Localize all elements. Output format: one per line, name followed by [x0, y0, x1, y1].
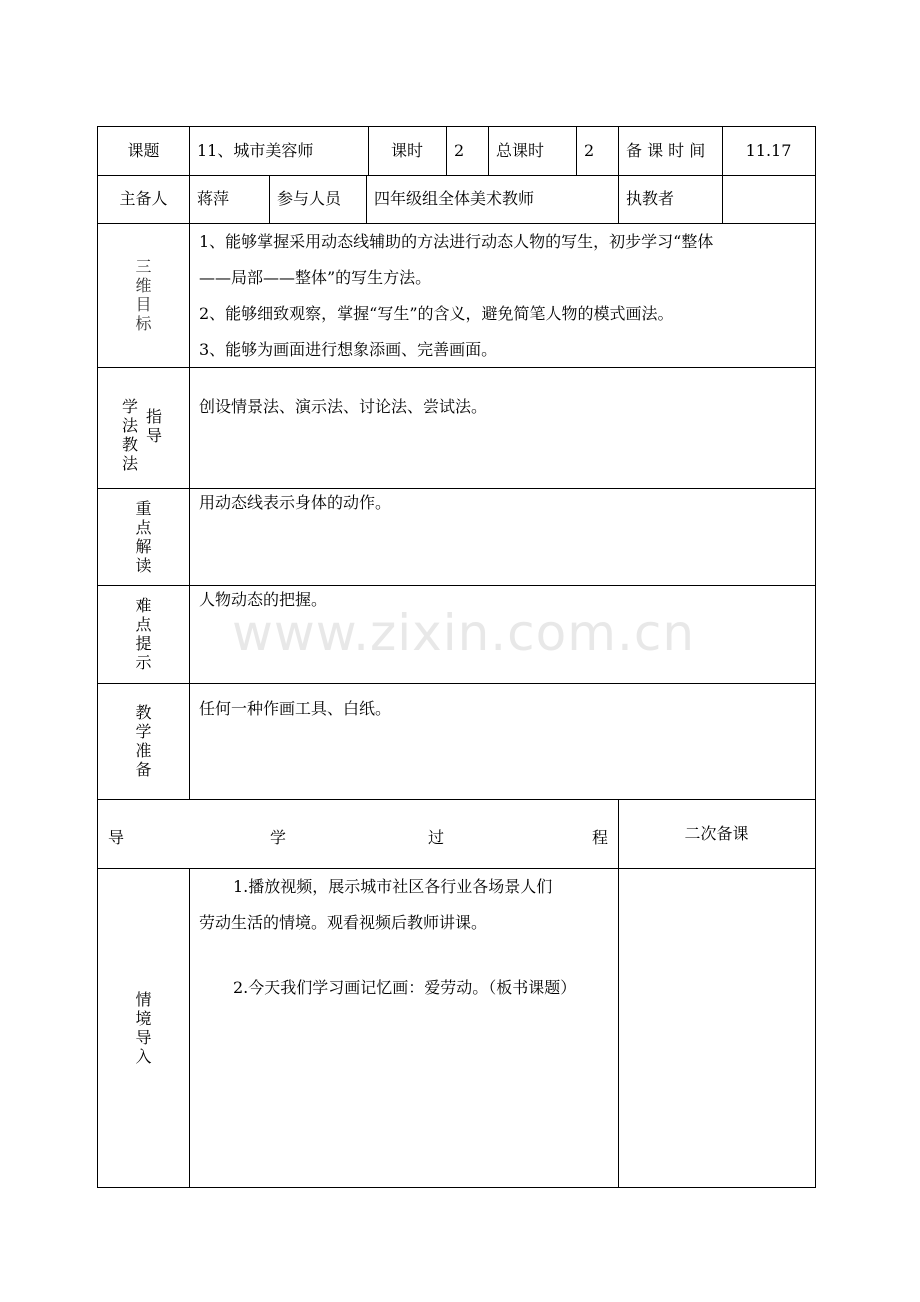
- goals-line-2: ——局部——整体”的写生方法。: [199, 268, 432, 287]
- col-divider: [189, 127, 190, 799]
- methods-label-char: 指: [146, 407, 163, 426]
- intro-p1-line1: 1.播放视频，展示城市社区各行业各场景人们: [233, 877, 553, 896]
- prep-time-value: 11.17: [745, 141, 792, 161]
- goals-line-3: 2、能够细致观察，掌握“写生”的含义，避免简笔人物的模式画法。: [199, 304, 674, 323]
- intro-label-char: 境: [135, 1008, 152, 1028]
- total-hours-label: 总课时: [496, 141, 545, 161]
- participants-label: 参与人员: [277, 189, 342, 209]
- methods-label-char: 导: [146, 426, 163, 445]
- preparation-label-char: 教: [135, 703, 152, 722]
- process-header-char: 学: [270, 828, 287, 847]
- intro-label: [98, 868, 189, 1187]
- process-header-char: 导: [108, 828, 125, 847]
- key-points-label: [98, 488, 189, 585]
- teacher-label: 执教者: [626, 189, 675, 209]
- second-prep-header: 二次备课: [684, 823, 749, 843]
- row-divider: [98, 367, 815, 368]
- preparation-label-char: 学: [135, 722, 152, 741]
- methods-label-char: 教: [122, 435, 139, 454]
- hours-value: 2: [454, 141, 465, 161]
- key-points-label-char: 解: [135, 536, 152, 556]
- process-header-char: 程: [592, 828, 609, 847]
- difficulties-label-char: 示: [135, 653, 152, 672]
- key-points-text: 用动态线表示身体的动作。: [199, 493, 392, 512]
- total-hours-value: 2: [584, 141, 595, 161]
- lead-label: 主备人: [119, 189, 168, 209]
- intro-p1-line2: 劳动生活的情境。观看视频后教师讲课。: [199, 913, 488, 932]
- topic-value: 11、城市美容师: [197, 141, 314, 161]
- intro-label-char: 导: [135, 1027, 152, 1047]
- goals-label: [98, 223, 189, 367]
- participants-value: 四年级组全体美术教师: [374, 189, 535, 209]
- process-header-char: 过: [428, 828, 445, 847]
- difficulties-label-char: 难: [135, 596, 152, 615]
- row-divider: [98, 868, 815, 869]
- goals-label-char: 目: [135, 295, 152, 314]
- preparation-label: [98, 683, 189, 799]
- goals-line-1: 1、能够掌握采用动态线辅助的方法进行动态人物的写生，初步学习“整体: [199, 232, 714, 251]
- preparation-text: 任何一种作画工具、白纸。: [199, 699, 392, 718]
- goals-line-4: 3、能够为画面进行想象添画、完善画面。: [199, 340, 498, 359]
- preparation-label-char: 准: [135, 741, 152, 760]
- lesson-plan-table: [97, 126, 816, 1188]
- prep-time-label: 备 课 时 间: [626, 141, 706, 161]
- topic-label: 课题: [127, 141, 160, 161]
- key-points-label-char: 重: [135, 498, 152, 518]
- goals-label-char: 维: [135, 276, 152, 295]
- row-divider: [98, 223, 815, 224]
- methods-label: [98, 367, 189, 488]
- methods-text: 创设情景法、演示法、讨论法、尝试法。: [199, 397, 488, 416]
- row-divider: [98, 585, 815, 586]
- intro-label-char: 情: [135, 989, 152, 1009]
- goals-label-char: 标: [135, 314, 152, 333]
- methods-label-char: 法: [122, 454, 139, 473]
- row-divider: [98, 683, 815, 684]
- difficulties-label: [98, 585, 189, 683]
- hours-label: 课时: [390, 141, 423, 161]
- teacher-value: [722, 175, 815, 223]
- intro-label-char: 入: [135, 1046, 152, 1066]
- watermark: www.zixin.com.cn: [232, 604, 696, 662]
- goals-label-char: 三: [135, 257, 152, 276]
- preparation-label-char: 备: [135, 760, 152, 779]
- difficulties-text: 人物动态的把握。: [199, 590, 328, 609]
- methods-label-char: 学: [122, 397, 139, 416]
- methods-label-char: 法: [122, 416, 139, 435]
- intro-p2: 2.今天我们学习画记忆画：爱劳动。（板书课题）: [233, 978, 577, 997]
- lead-value: 蒋萍: [197, 189, 230, 209]
- key-points-label-char: 点: [135, 517, 152, 537]
- difficulties-label-char: 点: [135, 615, 152, 634]
- row-divider: [98, 488, 815, 489]
- col-divider: [189, 868, 190, 1187]
- key-points-label-char: 读: [135, 555, 152, 575]
- difficulties-label-char: 提: [135, 634, 152, 653]
